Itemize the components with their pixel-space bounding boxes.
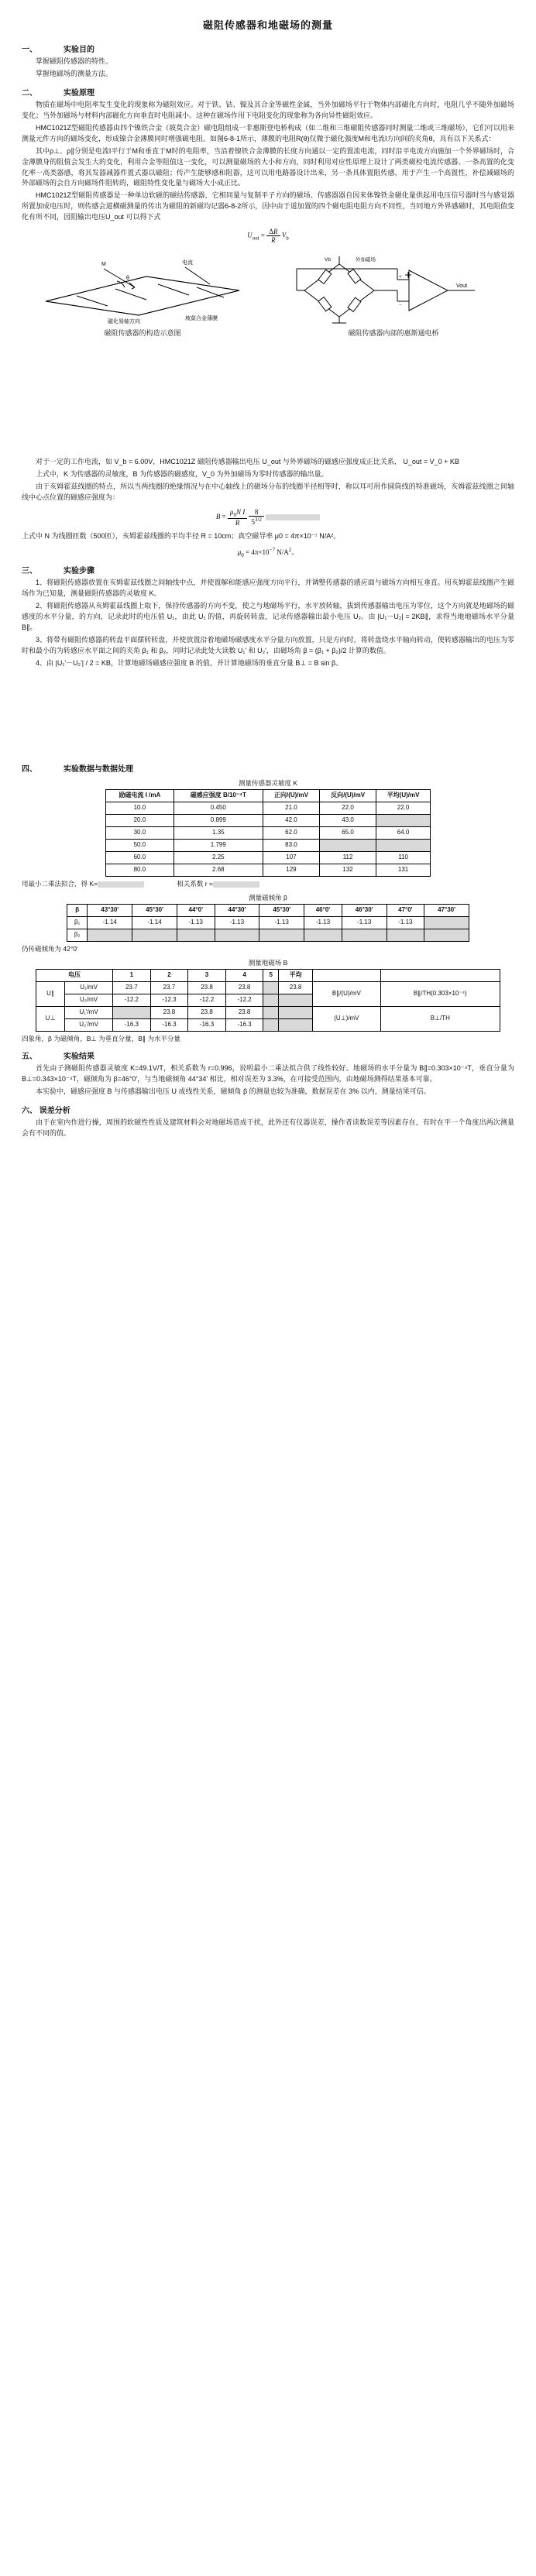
section-heading-purpose: 一、 实验目的 <box>22 46 94 54</box>
step-1: 1、将磁阻传感器放置在亥姆霍兹线圈之间轴线中点，并使置解和能感应强度方向平行，并调整传感器的感应面与磁场方向相互垂直。用亥姆霍兹线圈产生磁场作为已知量，测量磁阻传感器的灵敏度 K。 <box>22 579 514 598</box>
th-reverse: 反向/(U)/mV <box>320 789 376 802</box>
table-row: U₂'/mV -16.3 -16.3 -16.3 -16.3 <box>36 1018 500 1031</box>
svg-text:外加磁场: 外加磁场 <box>356 257 376 263</box>
principle-para-5: 对于一定的工作电流，如 V_b = 6.00V，HMC1021Z 磁阻传感器输出电压 U_out 与外界磁场的磁感应强度成正比关系， U_out = V_0 + KB <box>36 458 459 466</box>
step-4: 4、由 |U₁'－U₂'| / 2 = KB，计算地磁场磁感应强度 B 的值，并计算地磁场的垂直分量 B⊥ = B sin β。 <box>36 659 343 668</box>
th-b: 磁感应强度 B/10⁻⁴T <box>174 789 263 802</box>
table-row: 50.0 1.799 83.0 <box>106 839 431 851</box>
table-row: U₂/mV -12.2 -12.3 -12.2 -12.2 <box>36 994 500 1006</box>
table-row: 电压 1 2 3 4 5 平均 <box>36 969 500 981</box>
section-heading-steps: 三、 实验步骤 <box>22 567 94 576</box>
section-heading-principle: 二、 实验原理 <box>22 88 94 98</box>
table-k-note: 用最小二乘法拟合，得 K= 相关系数 r = <box>22 879 514 888</box>
figure-row <box>22 253 514 338</box>
table-row: 10.0 0.450 21.0 22.0 22.0 <box>106 802 431 814</box>
svg-text:Vb: Vb <box>325 257 331 263</box>
formula-mu0: $\mu_0 = 4\pi\times 10^{-7}$ $N/A^2$。 <box>237 546 299 558</box>
figure-1-caption: 磁阻传感器的构造示意图 <box>104 329 181 338</box>
principle-para-7: 由于亥姆霍兹线圈的特点，所以当两线圈的绝缘情况与在中心轴线上的磁场分布的线圈半径相等时，称以耳可用作圆筒线的特准磁场，亥姆霍兹线圈之间轴线中心点位置的磁感应强度为： <box>22 483 514 501</box>
svg-text:坡莫合金薄膜: 坡莫合金薄膜 <box>185 316 218 322</box>
table-k-title: 测量传感器灵敏度 K <box>238 778 298 787</box>
svg-text:M: M <box>101 262 106 268</box>
formula-b: B = $\frac{\mu_0N I}{R}$ $\frac{8}{5^{3/2}}$ <box>22 508 514 527</box>
mr-sensor-structure-diagram <box>30 253 255 325</box>
svg-text:磁化易轴方向: 磁化易轴方向 <box>108 319 140 325</box>
purpose-line-2: 掌握地磁场的测量方法。 <box>36 69 113 77</box>
table-b-title: 测量地磁场 B <box>248 958 288 967</box>
section-heading-error: 六、 误差分析 <box>22 1106 70 1115</box>
results-para-1: 首先由子测磁阻传感器灵敏度 K=49.1V/T，相关系数为 r=0.996，说明最小二乘法拟合供了线性较好。地磁场的水平分量为 B∥=0.303×10⁻⁴T，垂直分量为 B⊥=0.343×10⁻⁴T，磁倾角为 β=46°0'，与当地磁倾角 44°34' 相比，相对误差为 3.3%，在可接受范围内，由地磁场测得结果基本可靠。 <box>22 1063 514 1083</box>
page-title: 磁阻传感器和地磁场的测量 <box>202 19 333 31</box>
svg-text:−: − <box>399 303 402 308</box>
figure-2-caption: 磁阻传感器内部的惠斯通电桥 <box>348 329 439 338</box>
th-forward: 正向/(U)/mV <box>263 789 319 802</box>
table-geomagnetic-b <box>36 969 500 1032</box>
table-row: U⊥ U₁'/mV 23.8 23.8 23.8 (U⊥)/mV B⊥/TH <box>36 1006 500 1018</box>
table-row: U∥ U₁/mV 23.7 23.7 23.8 23.8 23.8 B∥/(U)/mV B∥/TH(0.303×10⁻⁴) <box>36 981 500 994</box>
section-heading-data: 四、 实验数据与数据处理 <box>22 764 133 774</box>
principle-para-6: 上式中，K 为传感器的灵敏度，B 为传感器的磁感度，V_0 为外加磁场为零时传感器的输出量。 <box>36 470 328 479</box>
th-avg: 平均(U)/mV <box>376 789 431 802</box>
table-row <box>106 789 431 802</box>
svg-text:+: + <box>399 275 402 280</box>
table-row: 80.0 2.68 129 132 131 <box>106 864 431 876</box>
figure-1 <box>26 253 259 338</box>
table-beta-note: 仍传磁倾角为 42°0' <box>22 944 78 953</box>
figure-2 <box>277 253 510 338</box>
error-para-1: 由于在室内作进行操，周围的软磁性性质及建筑材料会对地磁场造成干扰，此外还有仪器误差，操作者读数误差等因素存在，有时在平一个角度出两次测量会有不同的值。 <box>22 1118 514 1137</box>
table-b-note: 四象角，β 为磁倾角，B⊥ 为垂直分量，B∥ 为水平分量 <box>22 1034 180 1042</box>
th-current: 励磁电流 I /mA <box>106 789 174 802</box>
step-2: 2、将磁阻传感器从亥姆霍兹线圈上取下，保持传感器的方向不变，使之与地磁场平行，水平放转轴，拔到传感器输出电压为零位，这个方向就是地磁场的磁感度的水平分量，的方向，记录此时的电压值 U₁，由此 U₁ 的值，再旋转转盘，记录传感器输出最小电压 U₂。由 |U₁－U₂| = 2KB∥，求得当地地磁场水平分量 B∥。 <box>22 602 514 632</box>
table-row: β₂ <box>67 929 469 941</box>
table-beta-title: 测量磁倾角 β <box>249 893 287 902</box>
wheatstone-bridge-diagram <box>281 253 506 325</box>
table-row: 20.0 0.899 42.0 43.0 <box>106 814 431 826</box>
purpose-line-1: 掌握磁阻传感器的特性。 <box>36 57 113 65</box>
principle-para-2: HMC1021Z型磁阻传感器由四个镍铁合金（坡莫合金）磁电阻组成一非惠斯登电桥构成（如二维和三维磁阻传感器同时测量二维或三维磁场），它们可以用来测量元件方向的磁场变化，形成镍合金薄膜同时增强磁电阻。如图6-8-1所示，薄膜的电阻R(θ)仅微于磁化强度M和电流I方向间的夹角θ，具有以下关系式： <box>22 123 514 143</box>
table-row: 60.0 2.25 107 112 110 <box>106 851 431 864</box>
svg-text:Vout: Vout <box>456 283 468 290</box>
formula-uout: $U_{out}$ = $\frac{\Delta R}{R}$ $V_b$ <box>247 228 289 245</box>
table-row: β 43°30' 45°30' 44°0' 44°30' 45°30' 46°0' 46°30' 47°0' 47°30' <box>67 904 469 916</box>
section-heading-results: 五、 实验结果 <box>22 1052 94 1061</box>
table-row: 30.0 1.35 62.0 65.0 64.0 <box>106 826 431 839</box>
principle-para-1: 物质在磁场中电阻率发生变化的现象称为磁阻效应。对于铁、钴、镍及其合金等磁性金属，当外加磁场平行于物体内部磁化方向时，电阻几乎不随外加磁场变化；当外加磁场与材料内部磁化方向垂直时电阻减小。这种在磁场作用下电阻变化的现象称为各向异性磁阻效应。 <box>22 100 514 119</box>
step-3: 3、将带有磁阻传感器的转盘平面摆转转盘，并使放置沿着地磁场磁感度水平分量方向放置，只是方向时，将转盘绕水平轴向转动，使转感器输出的电压为零时和最小的为转感应水平面之间的夹角 β₁ 和 β₂，同时记录此处大读数 U₁' 和 U₂'，由磁场角 β = (β₁ + β₂)/2 计算的数值。 <box>22 636 514 655</box>
principle-para-8: 上式中 N 为线圈匝数（500匝），亥姆霍兹线圈的平均半径 R = 10cm；真空磁导率 μ0 = 4π×10⁻⁷ N/A²。 <box>22 531 341 540</box>
table-sensitivity-k <box>105 789 431 877</box>
table-magnetic-dip-beta <box>67 904 469 942</box>
results-para-2: 本实验中，磁感应强度 B 与传感器输出电压 U 成线性关系，磁倾角 β 的测量也较为准确，数据误差在 3% 以内，测量结果可信。 <box>36 1087 431 1095</box>
principle-para-4: HMC1021Z型磁阻传感器是一种单边软磁的磁结传感器，它相同量与复制平子方向的磁场、传感器器自因来体镍铁金磁化量供起用电压信号器时当与感觉器所置加成电压时，则传感会道横磁测量的传出为磁阻的新磁均记器6-8-2所示，因中由于道加置的四个磁电阻电阻方向不同性，当同地方外界感磁时，其电阻值变化有所不同，因阻输出电压U_out 可以得下式 <box>22 191 514 222</box>
svg-text:电流: 电流 <box>182 260 193 266</box>
principle-para-3: 其中ρ⊥、ρ∥分别是电流I平行于M和垂直于M时的电阻率，当沿着镍铁合金薄膜的长度方向通以一定的置流电流，同时沿平电流方向施加一个外界磁场时，合金薄膜身的阻值会发生大的变化，利用合金等阻值这一变化，可以测量磁场的大小和方向，同时利用对应性原理上设计了两类磁检电流传感器。一条高置的化变化率一高类器感，将其发器减器件置式器以磁阻；传产生能够感和阻器，这可以用电路器设计出来，另一条具体置阻传感，用于产生一个高置性，补偿减磁场的外部磁场的会自方向磁场件阻转的，磁阻特性变化量与磁场大小成正比。 <box>22 146 514 187</box>
table-row: β₁ -1.14 -1.14 -1.13 -1.13 -1.13 -1.13 -1.13 -1.13 <box>67 916 469 929</box>
svg-text:θ: θ <box>126 276 129 282</box>
